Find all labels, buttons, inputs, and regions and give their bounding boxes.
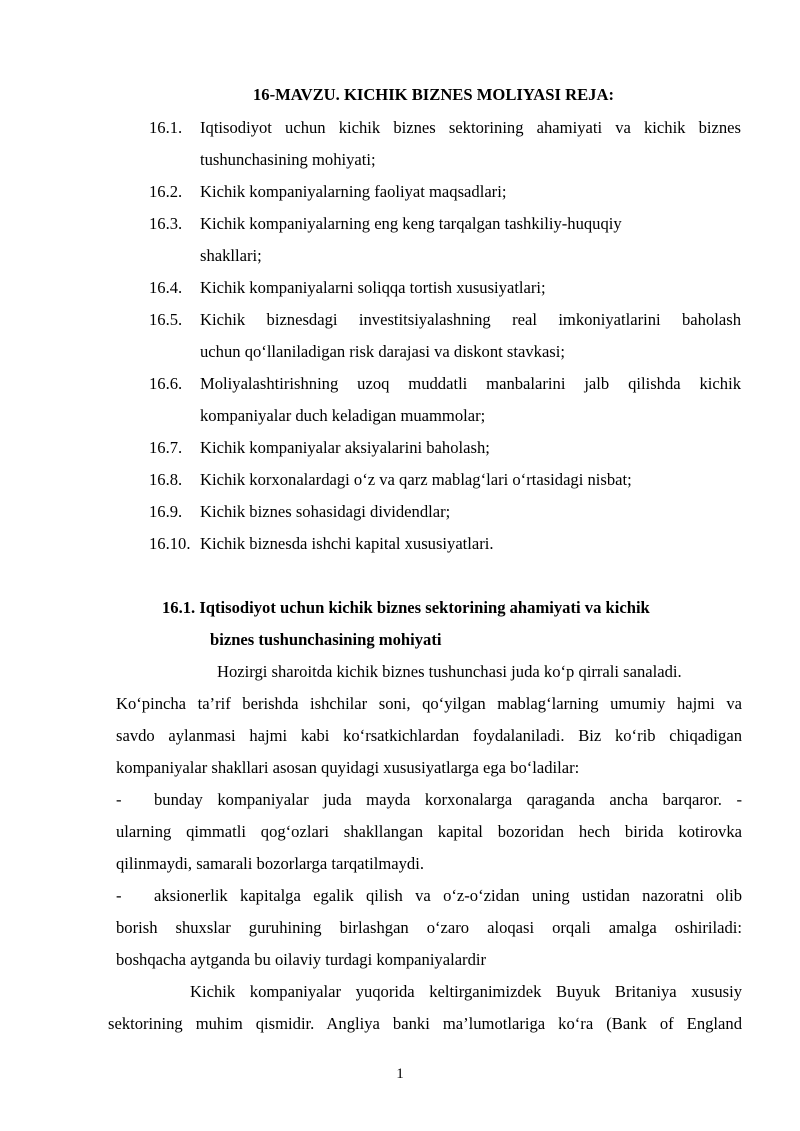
plan-item-text: tushunchasining mohiyati; [200, 150, 376, 169]
plan-number: 16.9. [149, 502, 183, 521]
plan-item-text: shakllari; [200, 246, 262, 265]
plan-number: 16.4. [149, 278, 183, 297]
plan-item-text: kompaniyalar duch keladigan muammolar; [200, 406, 486, 425]
body-line: qilinmaydi, samarali bozorlarga tarqatilmaydi. [116, 854, 424, 873]
body-line: aksionerlik kapitalga egalik qilish va o‘z-o‘zidan uning ustidan nazoratni olib [154, 886, 742, 905]
body-line: kompaniyalar shakllari asosan quyidagi xususiyatlarga ega bo‘ladilar: [116, 758, 580, 777]
body-line: borish shuxslar guruhining birlashgan o‘zaro aloqasi orqali amalga oshiriladi: [116, 918, 742, 937]
plan-number: 16.3. [149, 214, 183, 233]
body-line: sektorining muhim qismidir. Angliya banki ma’lumotlariga ko‘ra (Bank of England [108, 1014, 742, 1033]
plan-number: 16.5. [149, 310, 183, 329]
page-title: 16-MAVZU. KICHIK BIZNES MOLIYASI REJA: [253, 85, 614, 104]
body-line: bunday kompaniyalar juda mayda korxonalarga qaraganda ancha barqaror. - [154, 790, 742, 809]
plan-item-text: Kichik kompaniyalarni soliqqa tortish xususiyatlari; [200, 278, 546, 297]
plan-number: 16.7. [149, 438, 183, 457]
plan-number: 16.1. [149, 118, 183, 137]
body-line: Ko‘pincha ta’rif berishda ishchilar soni, qo‘yilgan mablag‘larning umumiy hajmi va [116, 694, 742, 713]
plan-item-text: Kichik biznes sohasidagi dividendlar; [200, 502, 451, 521]
body-line: ularning qimmatli qog‘ozlari shakllangan kapital bozoridan hech birida kotirovka [116, 822, 742, 841]
section-title-line-1: 16.1. Iqtisodiyot uchun kichik biznes sektorining ahamiyati va kichik [162, 598, 650, 617]
plan-item-text: uchun qo‘llaniladigan risk darajasi va diskont stavkasi; [200, 342, 565, 361]
body-line: Hozirgi sharoitda kichik biznes tushunchasi juda ko‘p qirrali sanaladi. [217, 662, 682, 681]
dash-bullet: - [116, 886, 122, 905]
plan-number: 16.2. [149, 182, 183, 201]
body-line: Kichik kompaniyalar yuqorida keltirganimizdek Buyuk Britaniya xususiy [190, 982, 742, 1001]
section-title-line-2: biznes tushunchasining mohiyati [210, 630, 442, 649]
plan-item-text: Kichik biznesdagi investitsiyalashning real imkoniyatlarini baholash [200, 310, 741, 329]
body-line: savdo aylanmasi hajmi kabi ko‘rsatkichlardan foydalaniladi. Biz ko‘rib chiqadigan [116, 726, 742, 745]
plan-item-text: Iqtisodiyot uchun kichik biznes sektorining ahamiyati va kichik biznes [200, 118, 741, 137]
plan-item-text: Kichik kompaniyalarning eng keng tarqalgan tashkiliy-huquqiy [200, 214, 622, 233]
plan-item-text: Kichik biznesda ishchi kapital xususiyatlari. [200, 534, 494, 553]
plan-number: 16.10. [149, 534, 191, 553]
page-number: 1 [396, 1066, 404, 1082]
plan-item-text: Kichik kompaniyalarning faoliyat maqsadlari; [200, 182, 507, 201]
plan-number: 16.8. [149, 470, 183, 489]
plan-item-text: Moliyalashtirishning uzoq muddatli manbalarini jalb qilishda kichik [200, 374, 741, 393]
dash-bullet: - [116, 790, 122, 809]
plan-item-text: Kichik kompaniyalar aksiyalarini baholash; [200, 438, 490, 457]
body-line: boshqacha aytganda bu oilaviy turdagi kompaniyalardir [116, 950, 487, 969]
plan-item-text: Kichik korxonalardagi o‘z va qarz mablag‘lari o‘rtasidagi nisbat; [200, 470, 632, 489]
plan-number: 16.6. [149, 374, 183, 393]
